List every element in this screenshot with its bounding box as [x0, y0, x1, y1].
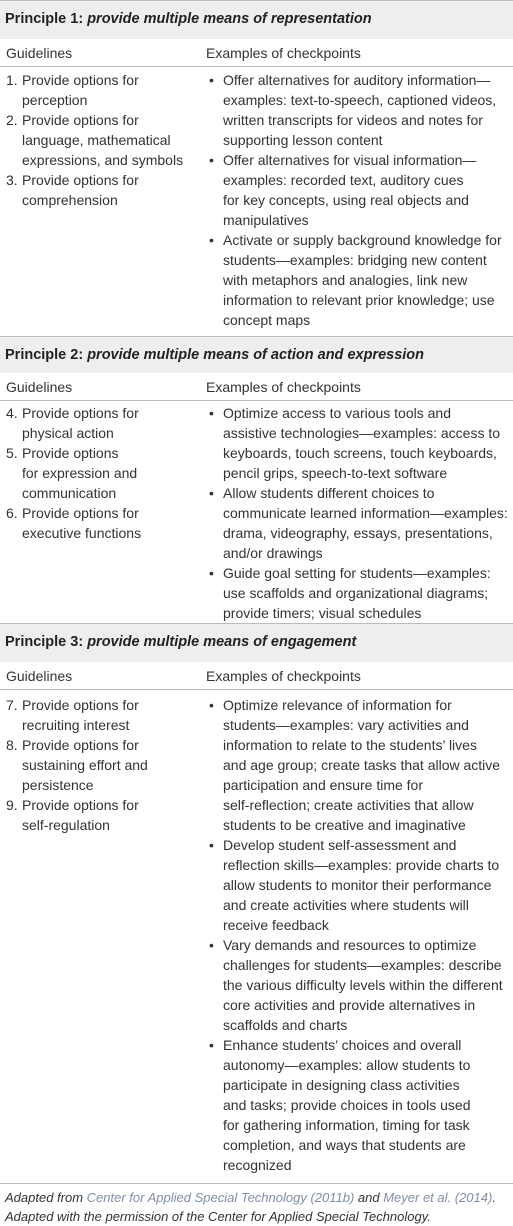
- guideline-item: [6, 70, 202, 110]
- principle-3-heading: [0, 623, 513, 662]
- footnote-text: Adapted from: [5, 1190, 87, 1205]
- checkpoint-text: assistive technologies—examples: access to: [223, 425, 501, 441]
- guideline-text: Provide options for: [22, 172, 139, 188]
- checkpoint-text: and create activities where students will: [223, 897, 469, 913]
- guideline-number: 3.: [6, 172, 18, 188]
- column-header-guidelines: Guidelines: [6, 45, 73, 61]
- checkpoint-text: scaffolds and charts: [223, 1017, 348, 1033]
- guideline-item: [6, 795, 202, 835]
- guideline-text: physical action: [22, 425, 114, 441]
- principle-title: provide multiple means of engagement: [87, 634, 357, 650]
- guideline-text: Provide options: [22, 445, 119, 461]
- checkpoint-text: written transcripts for videos and notes for: [223, 112, 483, 128]
- header-rule: [0, 66, 513, 67]
- checkpoint-text: Offer alternatives for visual information—: [223, 152, 477, 168]
- checkpoint-text: concept maps: [223, 312, 311, 328]
- guideline-text: Provide options for: [22, 405, 139, 421]
- guidelines-list: [6, 70, 202, 210]
- checkpoint-item: [206, 70, 512, 150]
- footnote-text: and: [354, 1190, 384, 1205]
- checkpoints-list: [206, 70, 512, 330]
- checkpoint-text: recognized: [223, 1157, 292, 1173]
- bullet-icon: •: [209, 565, 214, 581]
- guideline-text: expressions, and symbols: [22, 152, 184, 168]
- guideline-number: 9.: [6, 797, 18, 813]
- checkpoint-item: [206, 935, 512, 1035]
- checkpoint-text: manipulatives: [223, 212, 309, 228]
- bullet-icon: •: [209, 837, 214, 853]
- guideline-text: communication: [22, 485, 117, 501]
- guideline-text: Provide options for: [22, 797, 139, 813]
- checkpoint-text: for key concepts, using real objects and: [223, 192, 469, 208]
- guideline-text: comprehension: [22, 192, 118, 208]
- bullet-icon: •: [209, 72, 214, 88]
- guideline-item: [6, 110, 202, 170]
- checkpoint-text: and/or drawings: [223, 545, 323, 561]
- principle-1-heading: [0, 0, 513, 39]
- bullet-icon: •: [209, 697, 214, 713]
- checkpoint-text: receive feedback: [223, 917, 329, 933]
- checkpoint-text: self-reflection; create activities that allow: [223, 797, 474, 813]
- checkpoint-text: Guide goal setting for students—examples:: [223, 565, 491, 581]
- checkpoint-item: [206, 403, 512, 483]
- checkpoint-text: allow students to monitor their performance: [223, 877, 492, 893]
- principle-title: provide multiple means of action and expression: [87, 347, 425, 363]
- footnote-text: .: [492, 1190, 496, 1205]
- guideline-item: [6, 170, 202, 210]
- bullet-icon: •: [209, 937, 214, 953]
- checkpoint-text: students—examples: vary activities and: [223, 717, 469, 733]
- checkpoint-text: pencil grips, speech-to-text software: [223, 465, 448, 481]
- checkpoint-item: [206, 835, 512, 935]
- checkpoint-text: Activate or supply background knowledge for: [223, 232, 502, 248]
- column-header-checkpoints: Examples of checkpoints: [206, 668, 361, 684]
- bullet-icon: •: [209, 1037, 214, 1053]
- checkpoint-text: Offer alternatives for auditory information—: [223, 72, 491, 88]
- guideline-number: 4.: [6, 405, 18, 421]
- guideline-text: perception: [22, 92, 88, 108]
- guideline-text: Provide options for: [22, 697, 139, 713]
- checkpoint-text: completion, and ways that students are: [223, 1137, 466, 1153]
- checkpoint-text: information to relevant prior knowledge; use: [223, 292, 495, 308]
- checkpoint-item: [206, 563, 512, 623]
- checkpoint-text: keyboards, touch screens, touch keyboards,: [223, 445, 497, 461]
- guideline-item: [6, 735, 202, 795]
- checkpoint-text: autonomy—examples: allow students to: [223, 1057, 471, 1073]
- checkpoint-item: [206, 695, 512, 835]
- principle-label: Principle 3:: [5, 634, 88, 650]
- citation-link-meyer[interactable]: Meyer et al. (2014): [383, 1190, 493, 1205]
- checkpoint-text: Enhance students’ choices and overall: [223, 1037, 462, 1053]
- checkpoint-text: communicate learned information—examples:: [223, 505, 508, 521]
- checkpoint-text: core activities and provide alternatives in: [223, 997, 476, 1013]
- principle-title: provide multiple means of representation: [87, 11, 372, 27]
- checkpoint-text: challenges for students—examples: describe: [223, 957, 502, 973]
- guideline-text: persistence: [22, 777, 94, 793]
- bullet-icon: •: [209, 152, 214, 168]
- checkpoint-text: reflection skills—examples: provide charts to: [223, 857, 500, 873]
- bullet-icon: •: [209, 405, 214, 421]
- guideline-text: self-regulation: [22, 817, 110, 833]
- checkpoint-text: information to relate to the students’ lives: [223, 737, 477, 753]
- guideline-item: [6, 695, 202, 735]
- guidelines-list: [6, 403, 202, 543]
- column-header-checkpoints: Examples of checkpoints: [206, 45, 361, 61]
- bullet-icon: •: [209, 485, 214, 501]
- checkpoint-text: Vary demands and resources to optimize: [223, 937, 477, 953]
- guideline-text: sustaining effort and: [22, 757, 148, 773]
- guideline-text: executive functions: [22, 525, 142, 541]
- citation-link-cast[interactable]: Center for Applied Special Technology (2011b): [86, 1190, 355, 1205]
- guideline-number: 6.: [6, 505, 18, 521]
- guideline-text: Provide options for: [22, 72, 139, 88]
- guideline-item: [6, 403, 202, 443]
- checkpoint-text: participation and ensure time for: [223, 777, 423, 793]
- bullet-icon: •: [209, 232, 214, 248]
- checkpoint-text: Optimize relevance of information for: [223, 697, 452, 713]
- checkpoint-text: Develop student self-assessment and: [223, 837, 457, 853]
- guideline-text: recruiting interest: [22, 717, 130, 733]
- checkpoint-item: [206, 150, 512, 230]
- principle-label: Principle 2:: [5, 347, 88, 363]
- checkpoints-list: [206, 403, 512, 623]
- guidelines-list: [6, 695, 202, 835]
- header-rule: [0, 689, 513, 690]
- table-bottom-rule: [0, 1183, 513, 1184]
- checkpoint-text: supporting lesson content: [223, 132, 383, 148]
- checkpoint-item: [206, 230, 512, 330]
- guideline-number: 5.: [6, 445, 18, 461]
- guideline-number: 1.: [6, 72, 18, 88]
- checkpoint-text: students—examples: bridging new content: [223, 252, 487, 268]
- checkpoint-text: examples: text-to-speech, captioned videos,: [223, 92, 497, 108]
- column-header-checkpoints: Examples of checkpoints: [206, 379, 361, 395]
- guideline-text: Provide options for: [22, 505, 139, 521]
- checkpoint-text: provide timers; visual schedules: [223, 605, 422, 621]
- checkpoint-text: drama, videography, essays, presentations,: [223, 525, 493, 541]
- checkpoint-text: examples: recorded text, auditory cues: [223, 172, 464, 188]
- principle-label: Principle 1:: [5, 11, 88, 27]
- checkpoint-text: for gathering information, timing for task: [223, 1117, 470, 1133]
- guideline-item: [6, 503, 202, 543]
- checkpoint-text: and tasks; provide choices in tools used: [223, 1097, 471, 1113]
- guideline-number: 7.: [6, 697, 18, 713]
- checkpoint-text: and age group; create tasks that allow active: [223, 757, 501, 773]
- checkpoint-text: Allow students different choices to: [223, 485, 435, 501]
- guideline-text: Provide options for: [22, 112, 139, 128]
- checkpoint-text: the various difficulty levels within the different: [223, 977, 503, 993]
- guideline-text: language, mathematical: [22, 132, 171, 148]
- checkpoints-list: [206, 695, 512, 1175]
- principle-2-heading: [0, 336, 513, 373]
- checkpoint-item: [206, 483, 512, 563]
- guideline-text: Provide options for: [22, 737, 139, 753]
- guideline-text: for expression and: [22, 465, 138, 481]
- checkpoint-text: participate in designing class activities: [223, 1077, 460, 1093]
- column-header-guidelines: Guidelines: [6, 379, 73, 395]
- table-footnote: [5, 1188, 510, 1226]
- checkpoint-item: [206, 1035, 512, 1175]
- footnote-permission: Adapted with the permission of the Center for Applied Special Technology.: [5, 1209, 431, 1224]
- header-rule: [0, 400, 513, 401]
- checkpoint-text: Optimize access to various tools and: [223, 405, 451, 421]
- guideline-number: 8.: [6, 737, 18, 753]
- column-header-guidelines: Guidelines: [6, 668, 73, 684]
- checkpoint-text: with metaphors and analogies, link new: [223, 272, 468, 288]
- checkpoint-text: students to be creative and imaginative: [223, 817, 466, 833]
- checkpoint-text: use scaffolds and organizational diagrams;: [223, 585, 489, 601]
- guideline-number: 2.: [6, 112, 18, 128]
- guideline-item: [6, 443, 202, 503]
